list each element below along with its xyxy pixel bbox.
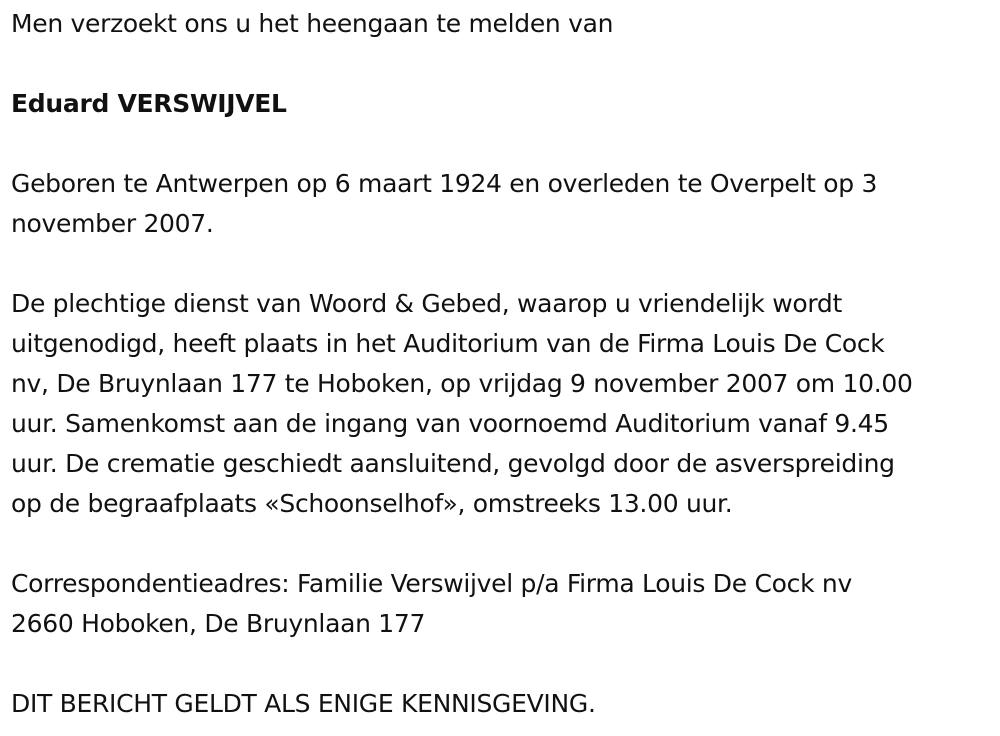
paragraph-line: nv, De Bruynlaan 177 te Hoboken, op vrijdag 9 november 2007 om 10.00 xyxy=(11,369,913,398)
spacer xyxy=(11,44,986,84)
paragraph-line: Correspondentieadres: Familie Verswijvel p/a Firma Louis De Cock nv xyxy=(11,569,852,598)
intro-text: Men verzoekt ons u het heengaan te melden van xyxy=(11,9,614,38)
spacer xyxy=(11,524,986,564)
paragraph-line: De plechtige dienst van Woord & Gebed, waarop u vriendelijk wordt xyxy=(11,289,842,318)
paragraph-line: uur. Samenkomst aan de ingang van voornoemd Auditorium vanaf 9.45 xyxy=(11,409,889,438)
deceased-name: Eduard VERSWIJVEL xyxy=(11,89,287,118)
paragraph-line: uur. De crematie geschiedt aansluitend, gevolgd door de asverspreiding xyxy=(11,449,895,478)
paragraph-line: 2660 Hoboken, De Bruynlaan 177 xyxy=(11,609,426,638)
closing-statement: DIT BERICHT GELDT ALS ENIGE KENNISGEVING. xyxy=(11,689,596,718)
paragraph-line: uitgenodigd, heeft plaats in het Auditorium van de Firma Louis De Cock xyxy=(11,329,885,358)
birth-death-paragraph xyxy=(11,164,986,244)
spacer xyxy=(11,124,986,164)
death-notice xyxy=(11,4,986,724)
spacer xyxy=(11,244,986,284)
paragraph-line: november 2007. xyxy=(11,209,214,238)
correspondence-paragraph xyxy=(11,564,986,644)
paragraph-line: Geboren te Antwerpen op 6 maart 1924 en overleden te Overpelt op 3 xyxy=(11,169,878,198)
spacer xyxy=(11,644,986,684)
paragraph-line: op de begraafplaats «Schoonselhof», omstreeks 13.00 uur. xyxy=(11,489,733,518)
service-paragraph xyxy=(11,284,986,524)
